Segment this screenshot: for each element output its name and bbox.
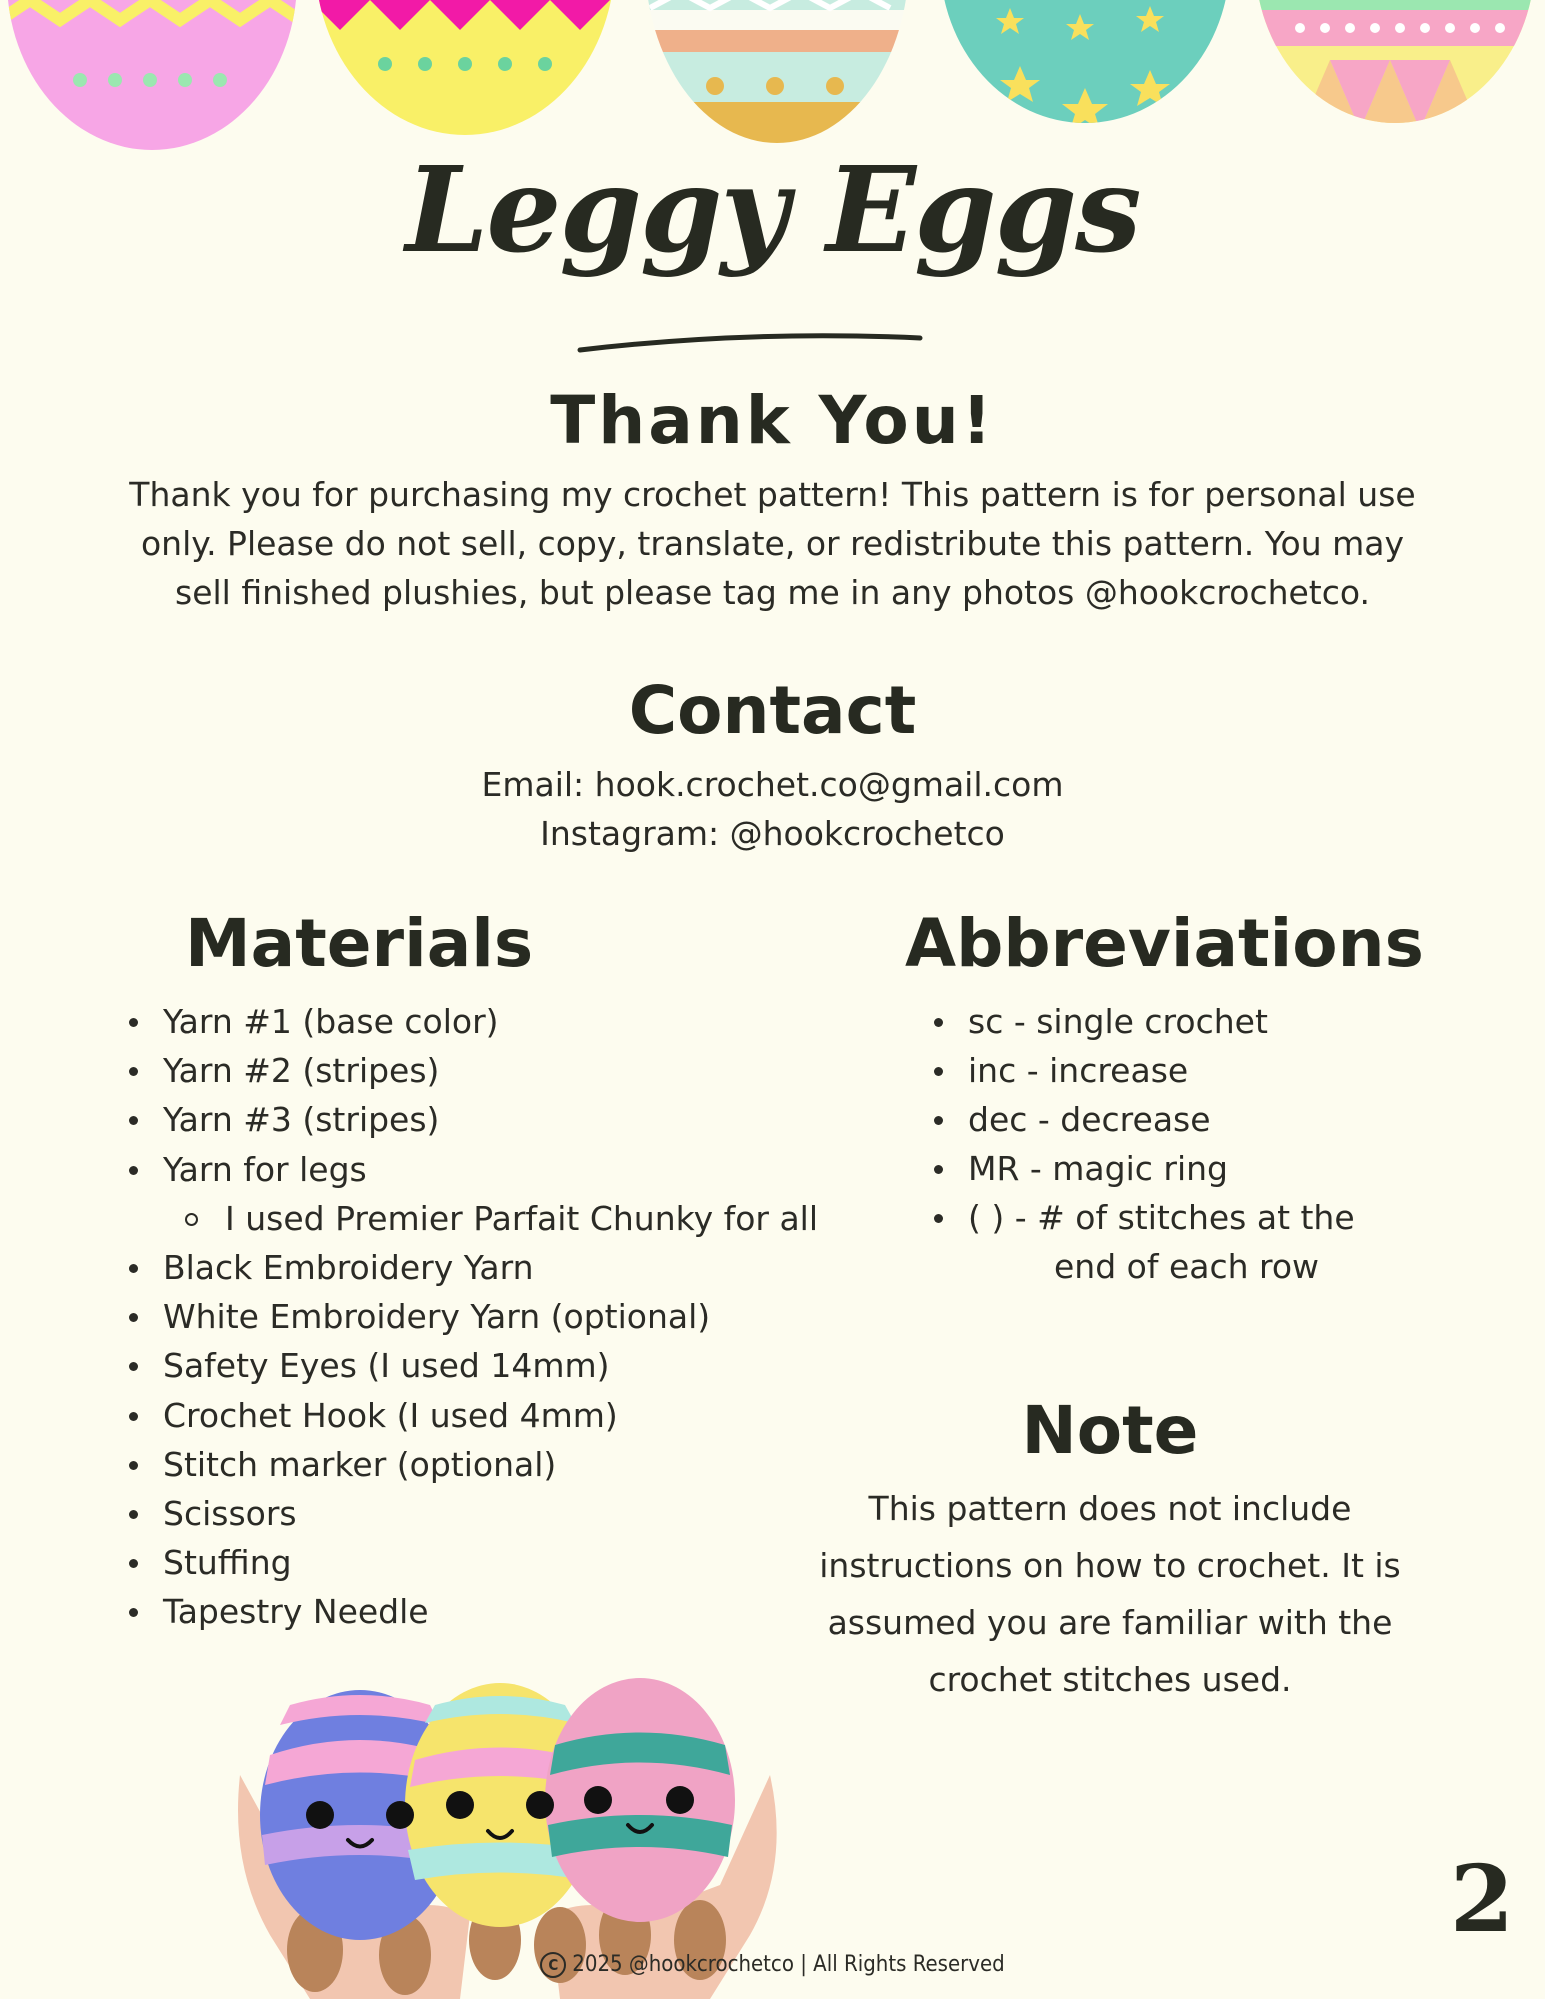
note-heading: Note (1021, 1392, 1199, 1469)
list-item: Safety Eyes (I used 14mm) (125, 1341, 818, 1390)
page-number: 2 (1450, 1845, 1515, 1953)
list-item: Yarn #1 (base color) (125, 997, 818, 1046)
list-item: Stitch marker (optional) (125, 1440, 818, 1489)
list-item: White Embroidery Yarn (optional) (125, 1292, 818, 1341)
footer-text: 2025 @hookcrochetco | All Rights Reserved (572, 1952, 1005, 1977)
list-item: ( ) - # of stitches at the (930, 1193, 1355, 1242)
list-item: Tapestry Needle (125, 1587, 818, 1636)
thank-you-heading: Thank You! (550, 382, 995, 459)
footer (0, 1952, 1545, 1978)
contact-instagram: Instagram: @hookcrochetco (540, 814, 1005, 853)
list-item: inc - increase (930, 1046, 1355, 1095)
egg-decoration-icon (300, 0, 630, 160)
list-item: dec - decrease (930, 1095, 1355, 1144)
note-line: instructions on how to crochet. It is (819, 1546, 1401, 1585)
list-subitem: I used Premier Parfait Chunky for all (125, 1194, 818, 1243)
list-item: Scissors (125, 1489, 818, 1538)
list-item: Yarn #3 (stripes) (125, 1095, 818, 1144)
thank-you-line: Thank you for purchasing my crochet pattern! This pattern is for personal use (129, 475, 1416, 514)
egg-decoration-icon (1250, 0, 1545, 160)
thank-you-text (120, 470, 1425, 617)
easter-egg-banner (0, 0, 1545, 160)
title-underline-swoosh (575, 328, 925, 358)
note-line: assumed you are familiar with the (827, 1603, 1393, 1642)
materials-list (125, 997, 818, 1636)
egg-decoration-icon (930, 0, 1250, 160)
materials-heading: Materials (185, 905, 534, 982)
page-title: Leggy Eggs (405, 140, 1140, 279)
thank-you-line: only. Please do not sell, copy, translate, or redistribute this pattern. You may (140, 524, 1405, 563)
thank-you-line: sell finished plushies, but please tag me in any photos @hookcrochetco. (175, 573, 1370, 612)
list-item: MR - magic ring (930, 1144, 1355, 1193)
crochet-eggs-photo (230, 1665, 790, 1999)
abbreviations-list (930, 997, 1355, 1291)
contact-heading: Contact (628, 672, 917, 749)
list-item: sc - single crochet (930, 997, 1355, 1046)
list-item: Black Embroidery Yarn (125, 1243, 818, 1292)
egg-decoration-icon (640, 0, 920, 160)
list-item: Stuffing (125, 1538, 818, 1587)
copyright-icon: C (540, 1952, 566, 1978)
note-line: This pattern does not include (868, 1489, 1352, 1528)
note-line: crochet stitches used. (928, 1660, 1292, 1699)
abbreviations-heading: Abbreviations (905, 905, 1424, 982)
list-item: Crochet Hook (I used 4mm) (125, 1391, 818, 1440)
list-item: Yarn for legs (125, 1145, 818, 1194)
note-text (790, 1480, 1430, 1708)
contact-email: Email: hook.crochet.co@gmail.com (481, 765, 1064, 804)
egg-decoration-icon (0, 0, 310, 160)
list-item: Yarn #2 (stripes) (125, 1046, 818, 1095)
list-item-continuation: end of each row (1054, 1247, 1320, 1286)
